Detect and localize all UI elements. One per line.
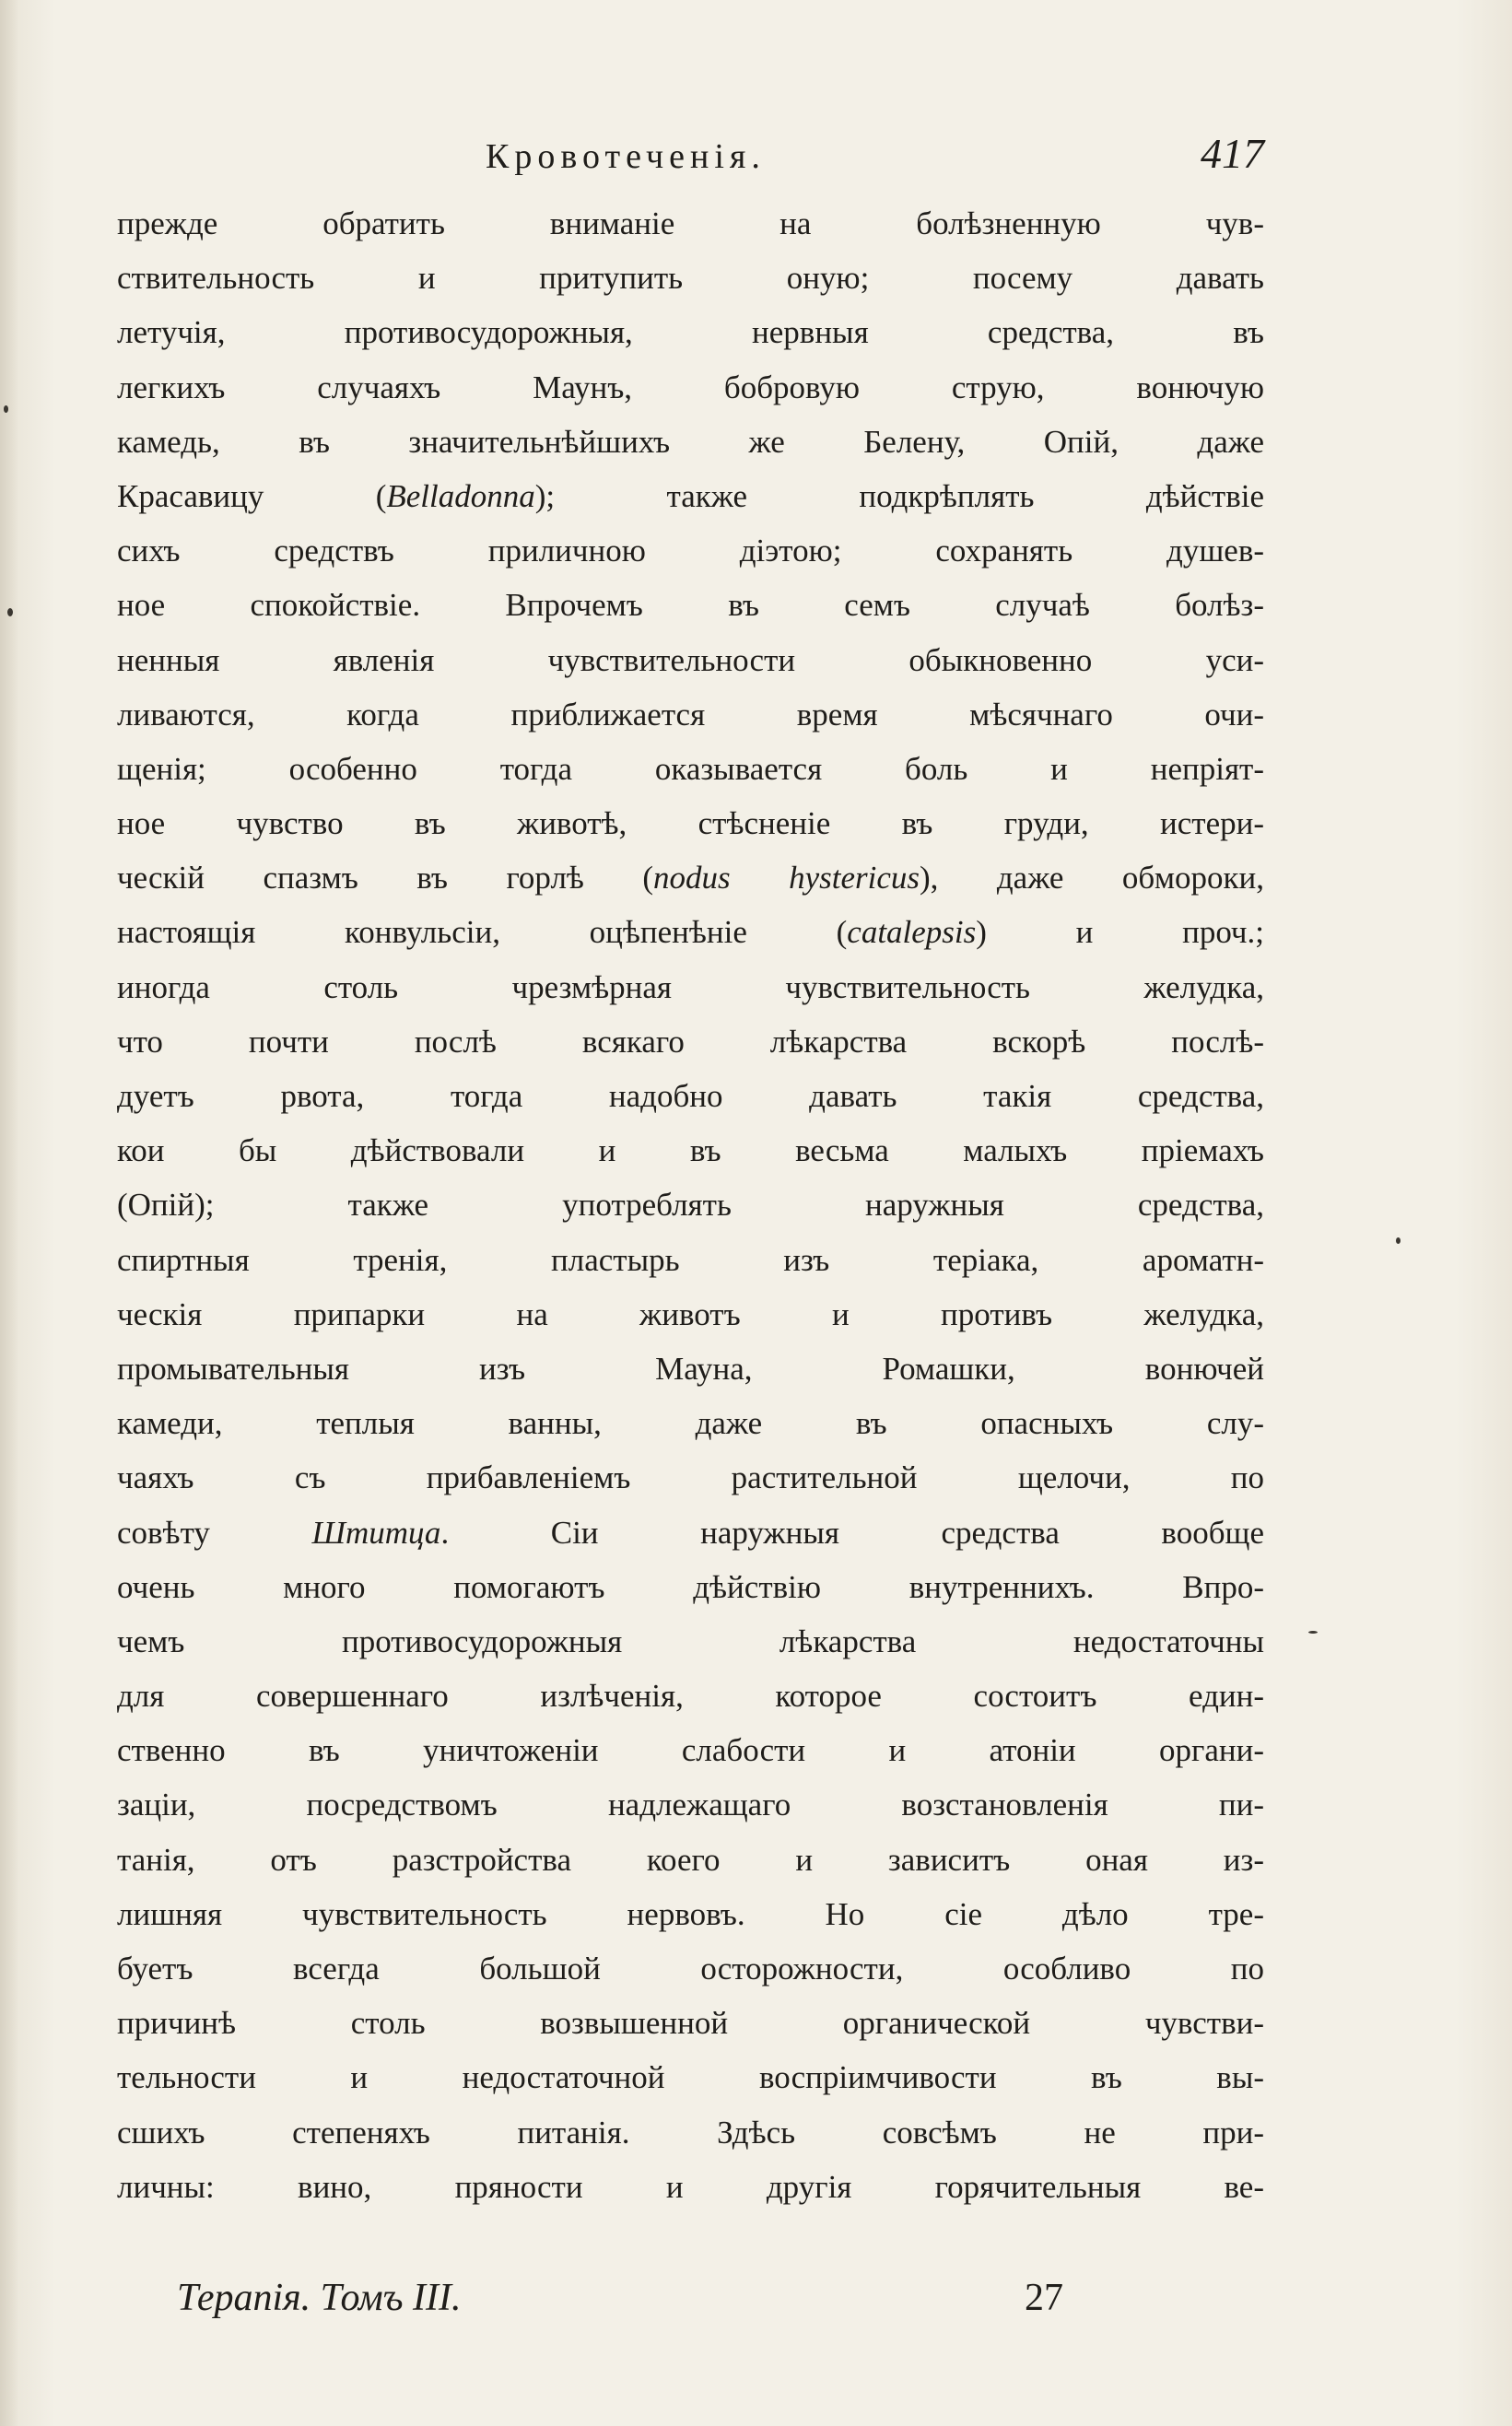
text-line: сшихъ степеняхъ питанія. Здѣсь совсѣмъ не при- (117, 2114, 1264, 2151)
text-line: настоящія конвульсіи, оцѣпенѣніе (catalepsis) и проч.; (117, 914, 1264, 951)
margin-speck (1396, 1237, 1401, 1244)
text-line: иногда столь чрезмѣрная чувствительность желудка, (117, 968, 1264, 1005)
text-line: ческій спазмъ въ горлѣ (nodus hystericus), даже обмороки, (117, 860, 1264, 897)
page-header (117, 129, 1264, 184)
text-line: что почти послѣ всякаго лѣкарства вскорѣ послѣ- (117, 1023, 1264, 1060)
text-line: кои бы дѣйствовали и въ весьма малыхъ пріемахъ (117, 1132, 1264, 1169)
text-line: легкихъ случаяхъ Маунъ, бобровую струю, вонючую (117, 369, 1264, 405)
text-line: буетъ всегда большой осторожности, особливо по (117, 1951, 1264, 1987)
text-line: танія, отъ разстройства коего и зависитъ оная из- (117, 1841, 1264, 1878)
text-line: ственно въ уничтоженіи слабости и атоніи органи- (117, 1732, 1264, 1769)
body-text (117, 196, 1264, 2214)
text-line: сихъ средствъ приличною діэтою; сохранять душев- (117, 533, 1264, 569)
text-line: (Опій); также употреблять наружныя средства, (117, 1187, 1264, 1224)
text-line: тельности и недостаточной воспріимчивости въ вы- (117, 2059, 1264, 2096)
text-line: прежде обратить вниманіе на болѣзненную чув- (117, 205, 1264, 241)
text-line: спиртныя тренія, пластырь изъ теріака, ароматн- (117, 1241, 1264, 1278)
text-line: для совершеннаго излѣченія, которое состоитъ един- (117, 1678, 1264, 1715)
text-line: летучія, противосудорожныя, нервныя средства, въ (117, 314, 1264, 351)
text-line: ненныя явленія чувствительности обыкновенно уси- (117, 641, 1264, 678)
binding-shadow (0, 0, 18, 2426)
text-line: Красавицу (Belladonna); также подкрѣплять дѣйствіе (117, 477, 1264, 514)
page-number: 417 (1201, 130, 1264, 177)
text-line: причинѣ столь возвышенной органической чувстви- (117, 2005, 1264, 2042)
text-line: дуетъ рвота, тогда надобно давать такія средства, (117, 1078, 1264, 1114)
text-line: совѣту Штитца. Сіи наружныя средства вообще (117, 1514, 1264, 1551)
text-line: промывательныя изъ Мауна, Ромашки, вонючей (117, 1350, 1264, 1387)
text-line: очень много помогаютъ дѣйствію внутреннихъ. Впро- (117, 1568, 1264, 1605)
text-line: ное спокойствіе. Впрочемъ въ семъ случаѣ болѣз- (117, 587, 1264, 624)
text-line: лишняя чувствительность нервовъ. Но сіе дѣло тре- (117, 1895, 1264, 1932)
text-line: ливаются, когда приближается время мѣсячнаго очи- (117, 696, 1264, 732)
text-line: чемъ противосудорожныя лѣкарства недостаточны (117, 1623, 1264, 1659)
signature-mark: Терапія. Томъ III. (177, 2277, 462, 2319)
margin-speck (7, 608, 13, 616)
running-title: Кровотеченія. (486, 137, 766, 176)
text-line: чаяхъ съ прибавленіемъ растительной щелочи, по (117, 1459, 1264, 1496)
text-line: ствительность и притупить оную; посему давать (117, 260, 1264, 297)
folio-number: 27 (1025, 2277, 1063, 2319)
text-line: камедь, въ значительнѣйшихъ же Белену, Опій, даже (117, 423, 1264, 460)
text-line: личны: вино, пряности и другія горячительныя ве- (117, 2168, 1264, 2205)
text-line: ное чувство въ животѣ, стѣсненіе въ груди, истери- (117, 805, 1264, 842)
page-footer (117, 2276, 1264, 2340)
text-line: ческія припарки на животъ и противъ желудка, (117, 1295, 1264, 1332)
text-line: камеди, теплыя ванны, даже въ опасныхъ слу- (117, 1405, 1264, 1442)
margin-speck (1308, 1631, 1318, 1634)
text-line: заціи, посредствомъ надлежащаго возстановленія пи- (117, 1787, 1264, 1823)
text-line: щенія; особенно тогда оказывается боль и непріят- (117, 750, 1264, 787)
margin-speck (4, 405, 8, 413)
